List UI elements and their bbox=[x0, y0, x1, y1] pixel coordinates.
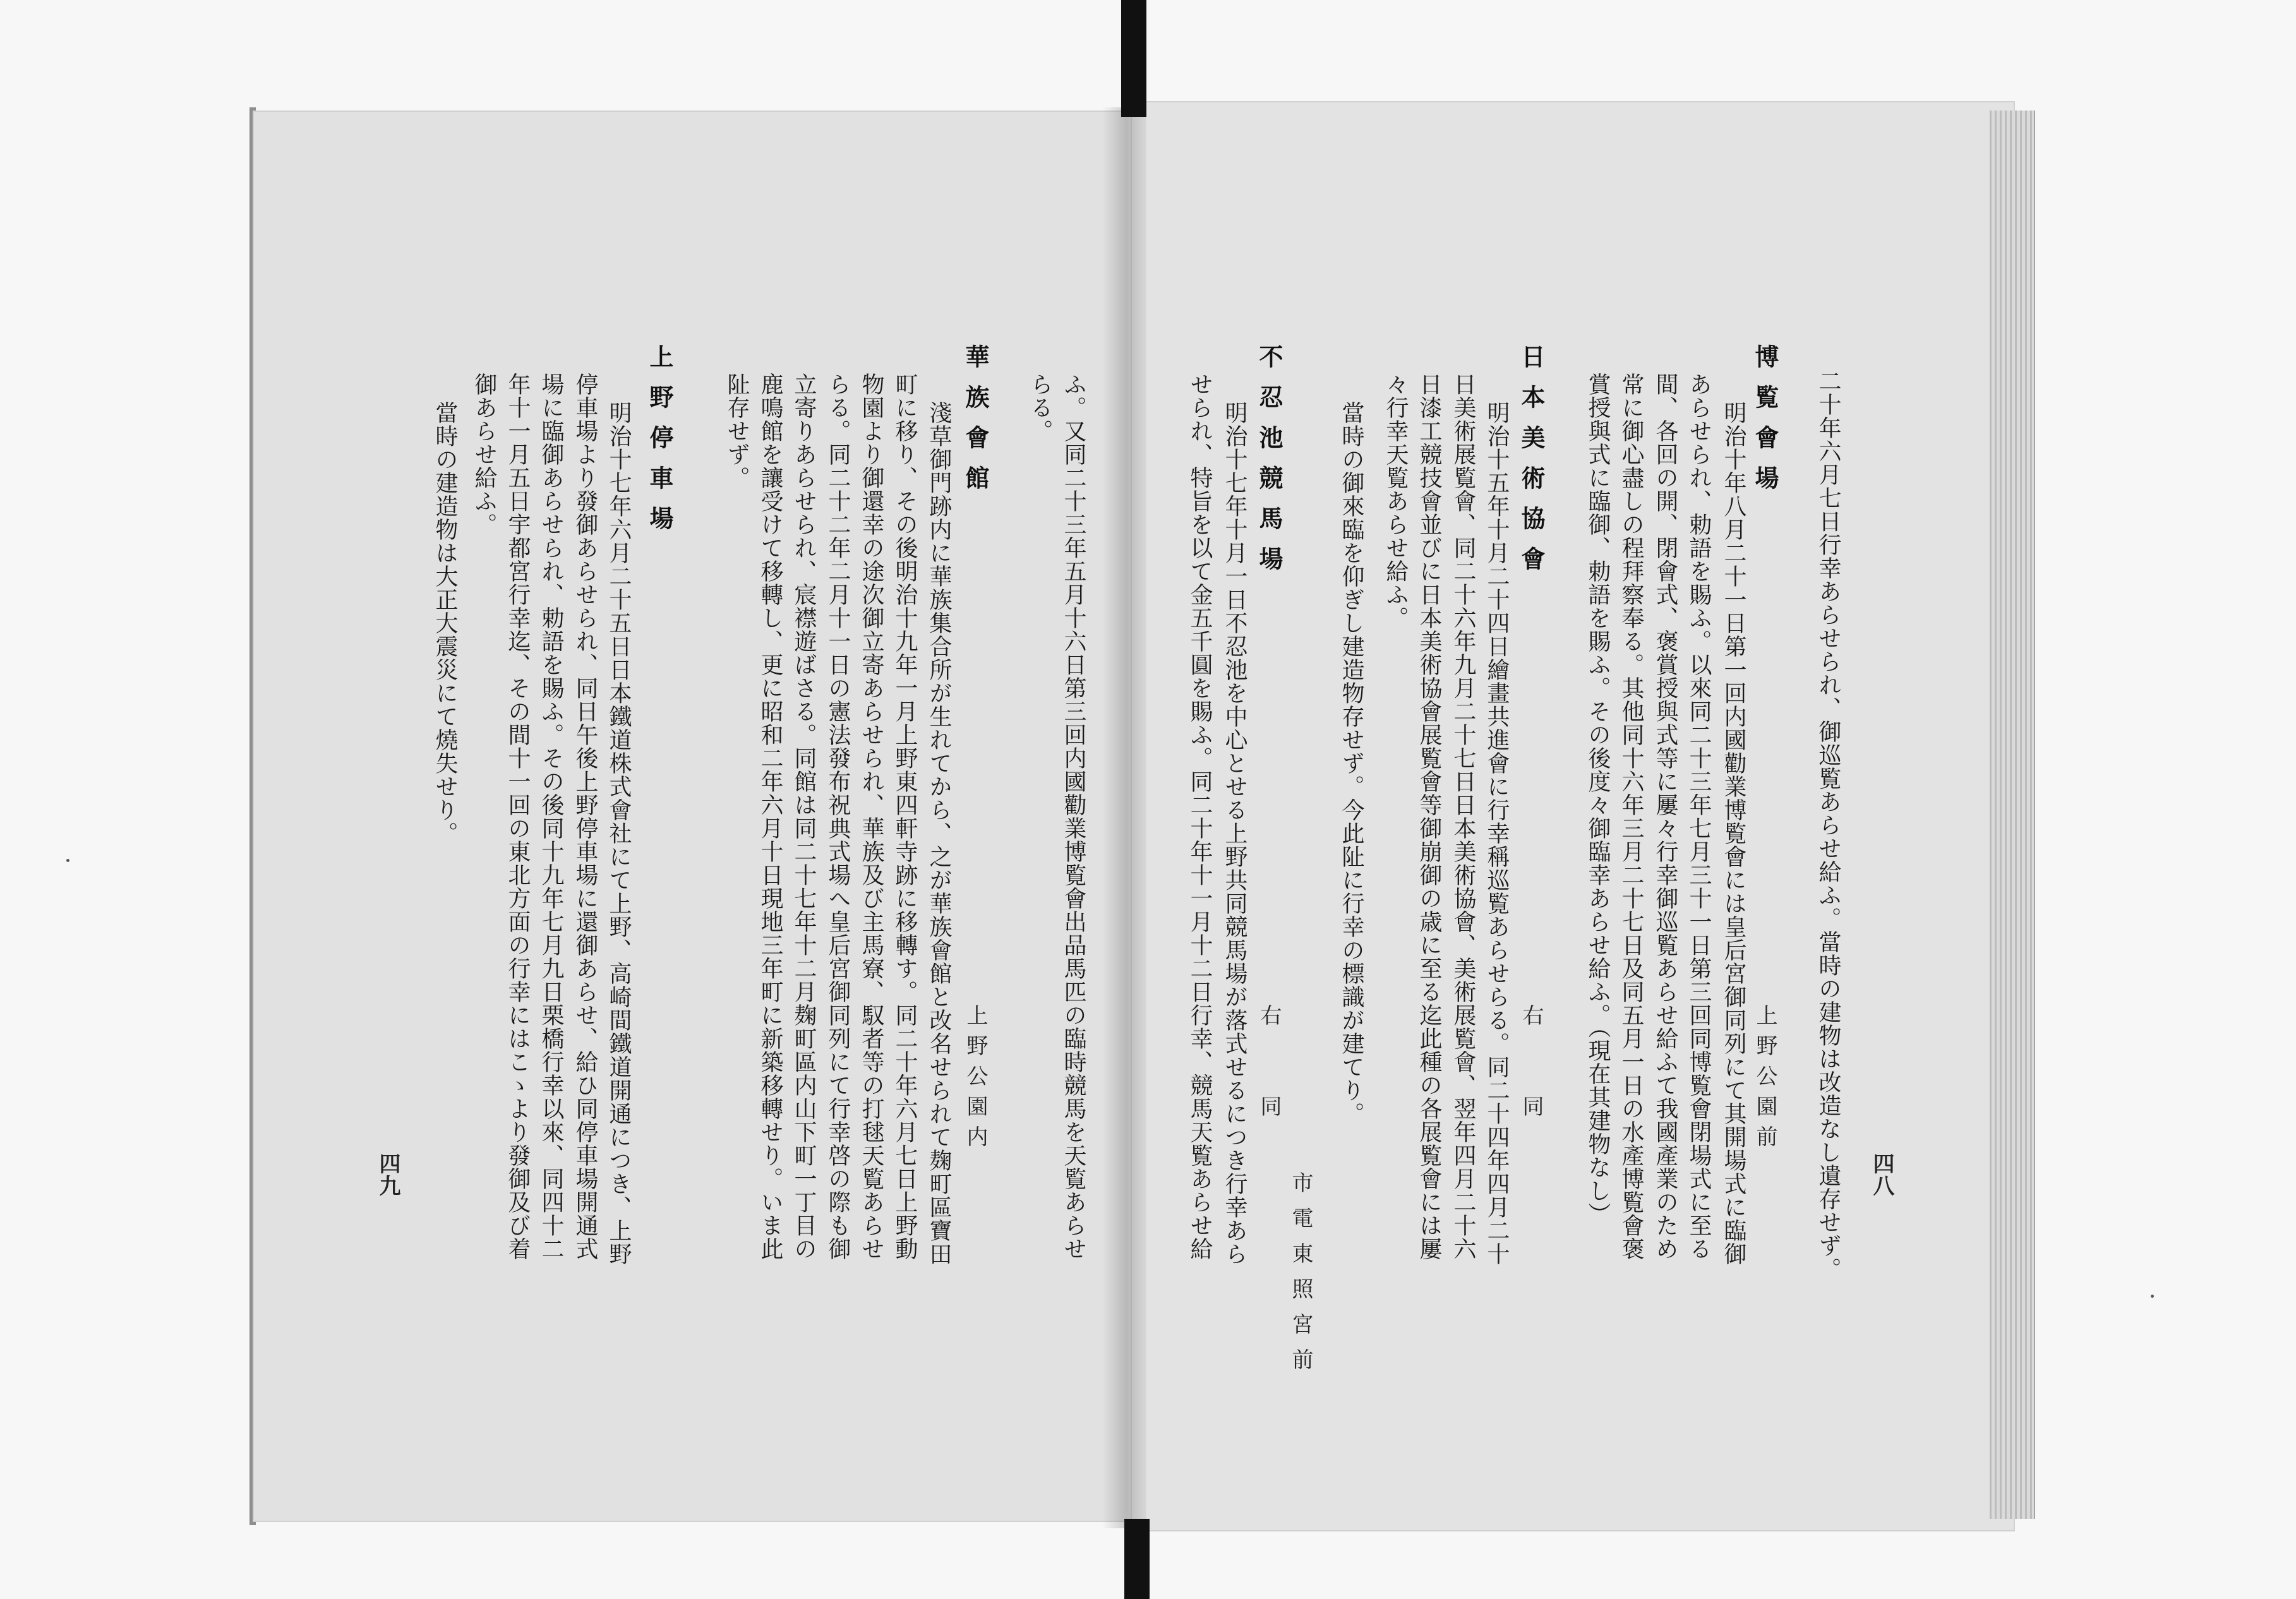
text-line: 明治十七年十月一日不忍池を中心とせる上野共同競馬場が落式せるにつき行幸あら bbox=[1222, 401, 1247, 1266]
text-line: 明治十五年十月二十四日繪畫共進會に行幸稱巡覧あらせらる。同二十四年四月二十 bbox=[1484, 401, 1510, 1266]
dust-speck bbox=[2151, 1295, 2154, 1298]
section-heading-bijutsu-kyokai: 日本美術協會 bbox=[1517, 344, 1545, 587]
text-line: 町に移り、その後明治十九年一月上野東四軒寺跡に移轉す。同二十年六月七日上野動 bbox=[892, 373, 918, 1261]
section-heading-kazoku-kaikan: 華族會館 bbox=[961, 344, 989, 506]
section-location-kazoku-kaikan: 上野公園内 bbox=[963, 1004, 988, 1156]
text-line: 當時の御來臨を仰ぎし建造物存せず。今此阯に行幸の標識が建てり。 bbox=[1338, 401, 1364, 1125]
text-line: 明治十年八月二十一日第一回内國勸業博覧會には皇后宮御同列にて其開場式に臨御 bbox=[1721, 401, 1746, 1266]
text-line: 淺草御門跡内に華族集合所が生れてから、之が華族會館と改名せられて麹町區寶田 bbox=[926, 401, 952, 1266]
section-location-hakurankai: 上野公園前 bbox=[1752, 1004, 1777, 1156]
section-heading-ueno-station: 上野停車場 bbox=[646, 344, 673, 546]
page-number-left: 四九 bbox=[375, 1153, 400, 1197]
text-line: 々行幸天覧あらせ給ふ。 bbox=[1383, 373, 1409, 630]
section-location-keibajo-tram: 市電東照宮前 bbox=[1288, 1171, 1313, 1384]
right-page bbox=[1131, 101, 2015, 1531]
text-line: ふ。又同二十三年五月十六日第三回内國勸業博覧會出品馬匹の臨時競馬を天覧あらせ bbox=[1061, 373, 1086, 1261]
text-line: 立寄りあらせられ、宸襟遊ばさる。同館は同二十七年十二月麹町區内山下町一丁目の bbox=[791, 373, 817, 1261]
left-page bbox=[253, 111, 1134, 1522]
text-line: 物園より御還幸の途次御立寄あらせられ、華族及び主馬寮、馭者等の打毬天覧あらせ bbox=[858, 373, 884, 1261]
text-line: 鹿鳴館を讓受けて移轉し、更に昭和二年六月十日現地三年町に新築移轉せり。いま此 bbox=[757, 373, 783, 1261]
text-line: せられ、特旨を以て金五千圓を賜ふ。同二十年十一月十二日行幸、競馬天覧あらせ給 bbox=[1187, 373, 1213, 1261]
bookmark-ribbon-bottom bbox=[1124, 1519, 1150, 1599]
text-line: 明治十七年六月二十五日日本鐵道株式會社にて上野、高崎間鐵道開通につき、上野 bbox=[606, 401, 632, 1266]
text-line: 賞授與式に臨御、勅語を賜ふ。その後度々御臨幸あらせ給ふ。（現在其建物なし） bbox=[1585, 373, 1611, 1226]
text-line: 場に臨御あらせられ、勅語を賜ふ。その後同十九年七月九日栗橋行幸以來、同四十二 bbox=[538, 373, 564, 1261]
section-location-bijutsu-kyokai: 右 同 bbox=[1518, 1004, 1544, 1125]
text-line: 當時の建造物は大正大震災にて燒失せり。 bbox=[432, 401, 458, 845]
text-line: 日漆工競技會並びに日本美術協會展覧會等御崩御の歳に至る迄此種の各展覧會には屢 bbox=[1416, 373, 1442, 1261]
text-line: 日美術展覧會、同二十六年九月二十七日日本美術協會、美術展覧會、翌年四月二十六 bbox=[1450, 373, 1476, 1261]
bookmark-ribbon-top bbox=[1121, 0, 1146, 117]
page-number-right: 四八 bbox=[1869, 1153, 1894, 1197]
text-line: 御あらせ給ふ。 bbox=[471, 373, 497, 536]
section-location-keibajo: 右 同 bbox=[1256, 1004, 1282, 1125]
text-line: 年十一月五日宇都宮行幸迄、その間十一回の東北方面の行幸にはこゝより發御及び着 bbox=[505, 373, 531, 1261]
dust-speck bbox=[66, 859, 69, 862]
gutter-shadow bbox=[1102, 107, 1146, 1528]
text-line: 間、各回の開、閉會式、褒賞授與式等に屢々行幸御巡覧あらせ給ふて我國產業のため bbox=[1652, 373, 1678, 1261]
text-line: 常に御心盡しの程拜察奉る。其他同十六年三月二十七日及同五月一日の水產博覧會褒 bbox=[1618, 373, 1644, 1261]
page-stack-edges bbox=[1990, 111, 2035, 1519]
text-line: らる。同二十二年二月十一日の憲法發布祝典式場へ皇后宮御同列にて行幸啓の際も御 bbox=[825, 373, 851, 1261]
text-line: 停車場より發御あらせられ、同日午後上野停車場に還御あらせ、給ひ同停車場開通式 bbox=[572, 373, 598, 1261]
text-line: らる。 bbox=[1027, 373, 1053, 443]
continuation-line: 二十年六月七日行幸あらせられ、御巡覧あらせ給ふ。當時の建物は改造なし遺存せず。 bbox=[1815, 369, 1841, 1281]
text-line: 阯存せず。 bbox=[724, 373, 750, 489]
text-line: あらせられ、勅語を賜ふ。以來同二十三年七月三十一日第三回同博覧會閉場式に至る bbox=[1686, 373, 1712, 1261]
section-heading-hakurankai: 博覧會場 bbox=[1751, 344, 1779, 506]
section-heading-keibajo: 不忍池競馬場 bbox=[1255, 344, 1283, 587]
